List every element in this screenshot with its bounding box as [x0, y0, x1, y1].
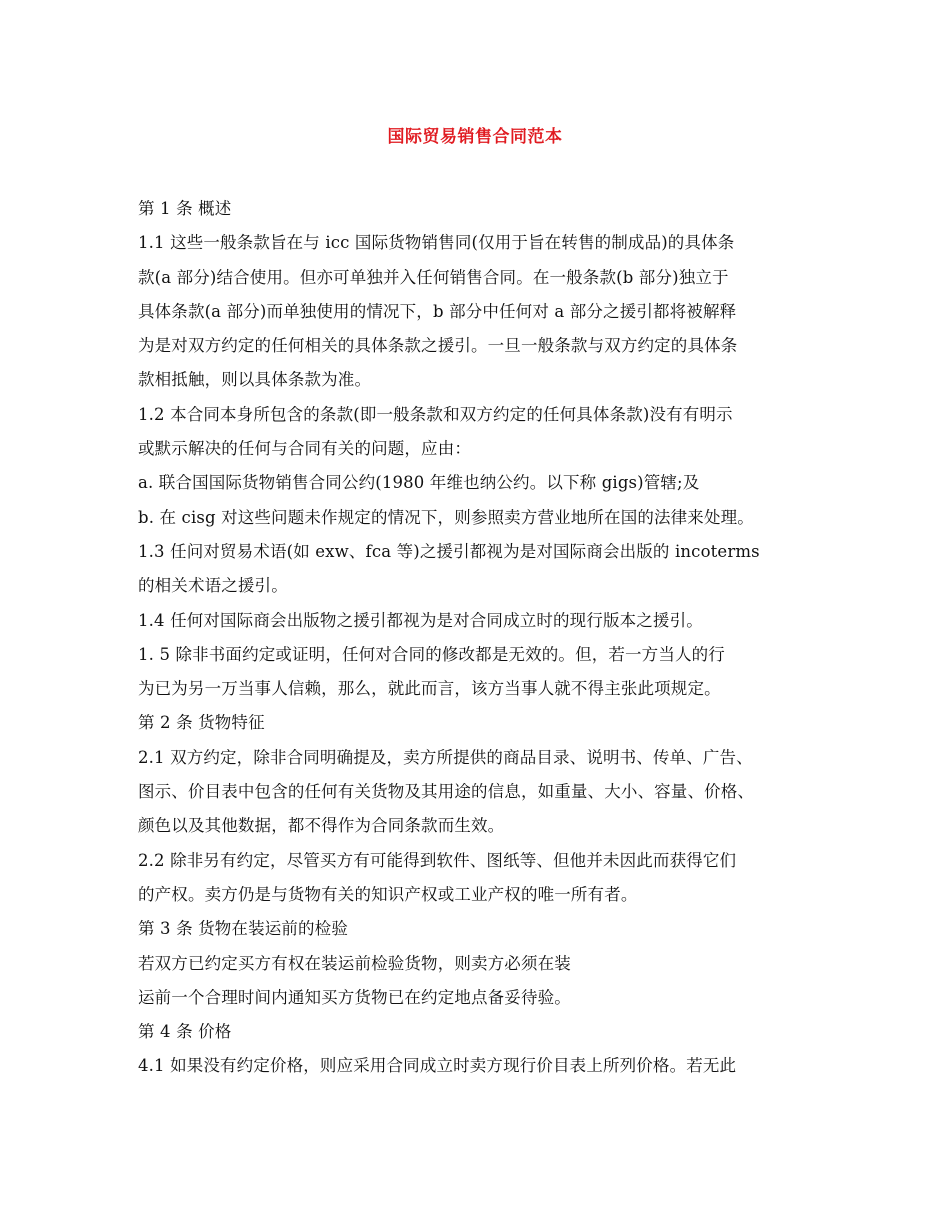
document-body [138, 192, 828, 1084]
text-line: a. 联合国国际货物销售合同公约(1980 年维也纳公约。以下称 gigs)管辖;及 [138, 473, 700, 493]
text-line: 颜色以及其他数据，都不得作为合同条款而生效。 [138, 816, 505, 836]
text-line: 第 3 条 货物在装运前的检验 [138, 919, 348, 939]
text-line: 的相关术语之援引。 [138, 576, 288, 596]
text-line: 第 4 条 价格 [138, 1022, 232, 1042]
text-line: 为是对双方约定的任何相关的具体条款之援引。一旦一般条款与双方约定的具体条 [138, 336, 738, 356]
text-line: 第 1 条 概述 [138, 199, 232, 218]
text-line: b. 在 cisg 对这些问题未作规定的情况下，则参照卖方营业地所在国的法律来处理。 [138, 507, 754, 527]
text-line: 运前一个合理时间内通知买方货物已在约定地点备妥待验。 [138, 987, 571, 1007]
text-line: 若双方已约定买方有权在装运前检验货物，则卖方必须在装 [138, 953, 571, 973]
text-line: 款(a 部分)结合使用。但亦可单独并入任何销售合同。在一般条款(b 部分)独立于 [138, 267, 729, 287]
text-line: 具体条款(a 部分)而单独使用的情况下，b 部分中任何对 a 部分之援引都将被解释 [138, 301, 737, 321]
text-line: 为已为另一万当事人信赖，那么，就此而言，该方当事人就不得主张此项规定。 [138, 679, 721, 699]
text-line: 款相抵触，则以具体条款为准。 [138, 370, 372, 390]
text-line: 1. 5 除非书面约定或证明，任何对合同的修改都是无效的。但，若一方当人的行 [138, 644, 725, 664]
text-line: 1.1 这些一般条款旨在与 icc 国际货物销售同(仅用于旨在转售的制成品)的具体条 [138, 233, 735, 253]
text-line: 1.4 任何对国际商会出版物之援引都视为是对合同成立时的现行版本之援引。 [138, 610, 703, 630]
text-line: 或默示解决的任何与合同有关的问题，应由： [138, 439, 471, 459]
text-line: 1.3 任问对贸易术语(如 exw、fca 等)之援引都视为是对国际商会出版的 incoterms [138, 541, 760, 561]
text-line: 的产权。卖方仍是与货物有关的知识产权或工业产权的唯一所有者。 [138, 884, 638, 904]
text-line: 4.1 如果没有约定价格，则应采用合同成立时卖方现行价目表上所列价格。若无此 [138, 1056, 737, 1076]
document-title: 国际贸易销售合同范本 [387, 127, 563, 147]
text-line: 1.2 本合同本身所包含的条款(即一般条款和双方约定的任何具体条款)没有有明示 [138, 404, 733, 424]
text-line: 图示、价目表中包含的任何有关货物及其用途的信息，如重量、大小、容量、价格、 [138, 782, 755, 802]
text-line: 2.2 除非另有约定，尽管买方有可能得到软件、图纸等、但他并未因此而获得它们 [138, 850, 737, 870]
text-line: 2.1 双方约定，除非合同明确提及，卖方所提供的商品目录、说明书、传单、广告、 [138, 747, 753, 767]
text-line: 第 2 条 货物特征 [138, 713, 265, 733]
